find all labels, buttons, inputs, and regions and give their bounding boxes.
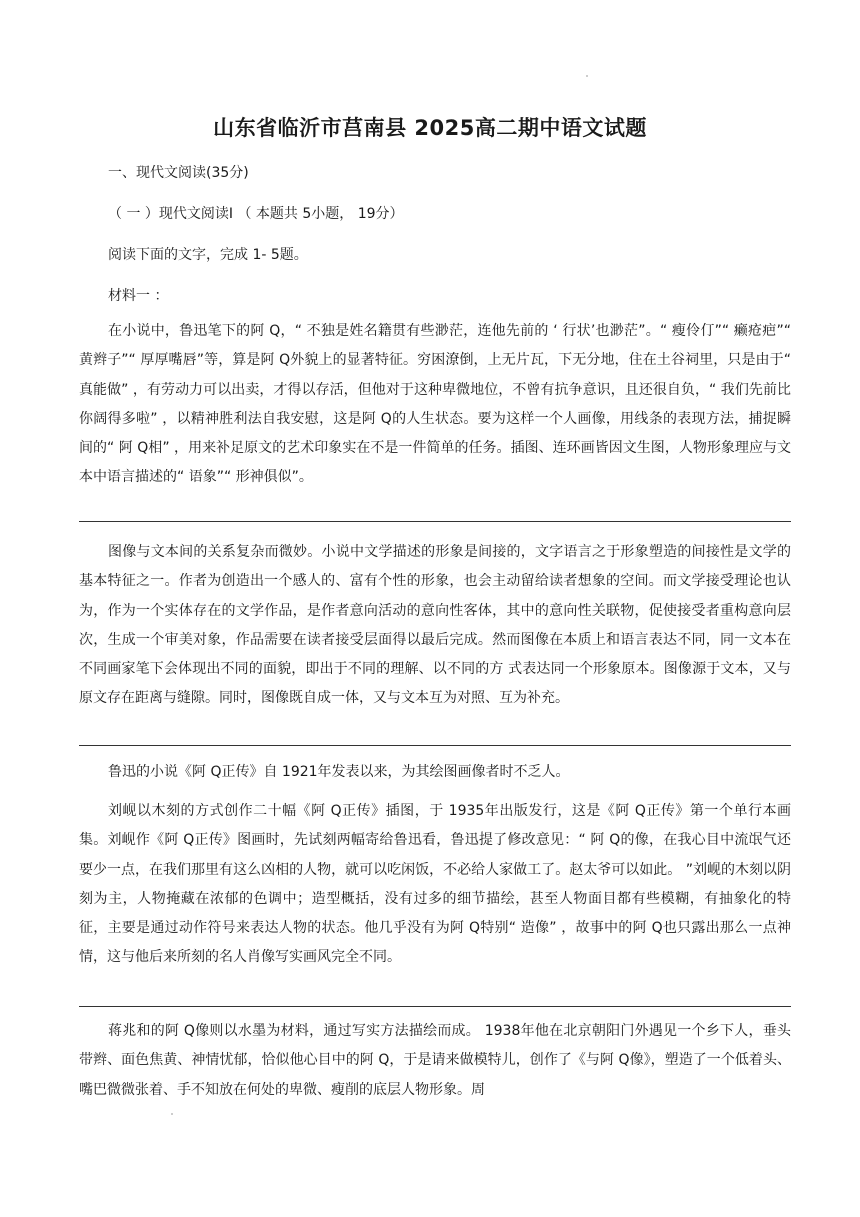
document-title: 山东省临沂市莒南县 2025高二期中语文试题	[213, 116, 647, 140]
scan-speck	[586, 75, 588, 77]
divider-line	[79, 521, 791, 522]
section-heading: 一、现代文阅读(35分)	[108, 165, 249, 181]
material-label: 材料一 ：	[108, 288, 169, 304]
paragraph-4: 刘岘以木刻的方式创作二十幅《阿 Q正传》插图，于 1935年出版发行，这是《阿 Q正传》第一个单行本画集。刘岘作《阿 Q正传》图画时，先试刻两幅寄给鲁迅看，鲁迅提了修改意见：“ 阿 Q的像，在我心目中流氓气还要少一点，在我们那里有这么凶相的人物，就可以吃闲饭，不必给人家做工了。赵太爷可以如此。 ”刘岘的木刻以阴刻为主，人物掩藏在浓郁的色调中；造型概括，没有过多的细节描绘，甚至人物面目都有些模糊，有抽象化的特征，主要是通过动作符号来表达人物的状态。他几乎没有为阿 Q特别“ 造像” ，故事中的阿 Q也只露出那么一点神情，这与他后来所刻的名人肖像写实画风完全不同。	[79, 803, 791, 966]
subsection-heading: （ 一 ）现代文阅读Ⅰ （ 本题共 5小题， 19分）	[108, 206, 404, 222]
paragraph-3: 鲁迅的小说《阿 Q正传》自 1921年发表以来，为其绘图画像者时不乏人。	[108, 764, 570, 780]
paragraph-5: 蒋兆和的阿 Q像则以水墨为材料，通过写实方法描绘而成。 1938年他在北京朝阳门外遇见一个乡下人，垂头带辫、面色焦黄、神情忧郁，恰似他心目中的阿 Q，于是请来做模特儿，创作了《与阿 Q像》，塑造了一个低着头、嘴巴微微张着、手不知放在何处的卑微、瘦削的底层人物形象。周	[79, 1023, 791, 1098]
instruction-text: 阅读下面的文字，完成 1- 5题。	[108, 247, 308, 263]
divider-line	[79, 745, 791, 746]
divider-line	[79, 1006, 791, 1007]
paragraph-1: 在小说中，鲁迅笔下的阿 Q，“ 不独是姓名籍贯有些渺茫，连他先前的 ‘ 行状’也渺茫”。“ 瘦伶仃”“ 癞疮疤”“ 黄辫子”“ 厚厚嘴唇”等，算是阿 Q外貌上的显著特征。穷困潦倒，上无片瓦，下无分地，住在土谷祠里，只是由于“ 真能做” ，有劳动力可以出卖，才得以存活，但他对于这种卑微地位，不曾有抗争意识，且还很自负，“ 我们先前比你阔得多啦” ，以精神胜利法自我安慰，这是阿 Q的人生状态。要为这样一个人画像，用线条的表现方法，捕捉瞬间的“ 阿 Q相” ，用来补足原文的艺术印象实在不是一件简单的任务。插图、连环画皆因文生图，人物形象理应与文本中语言描述的“ 语象”“ 形神俱似”。	[79, 323, 791, 486]
paragraph-2: 图像与文本间的关系复杂而微妙。小说中文学描述的形象是间接的，文字语言之于形象塑造的间接性是文学的基本特征之一。作者为创造出一个感人的、富有个性的形象，也会主动留给读者想象的空间。而文学接受理论也认为，作为一个实体存在的文学作品，是作者意向活动的意向性客体，其中的意向性关联物，促使接受者重构意向层次，生成一个审美对象，作品需要在读者接受层面得以最后完成。然而图像在本质上和语言表达不同，同一文本在不同画家笔下会体现出不同的面貌，即出于不同的理解、以不同的方 式表达同一个形象原本。图像源于文本，又与原文存在距离与缝隙。同时，图像既自成一体，又与文本互为对照、互为补充。	[79, 544, 791, 707]
scan-speck	[171, 1113, 173, 1115]
